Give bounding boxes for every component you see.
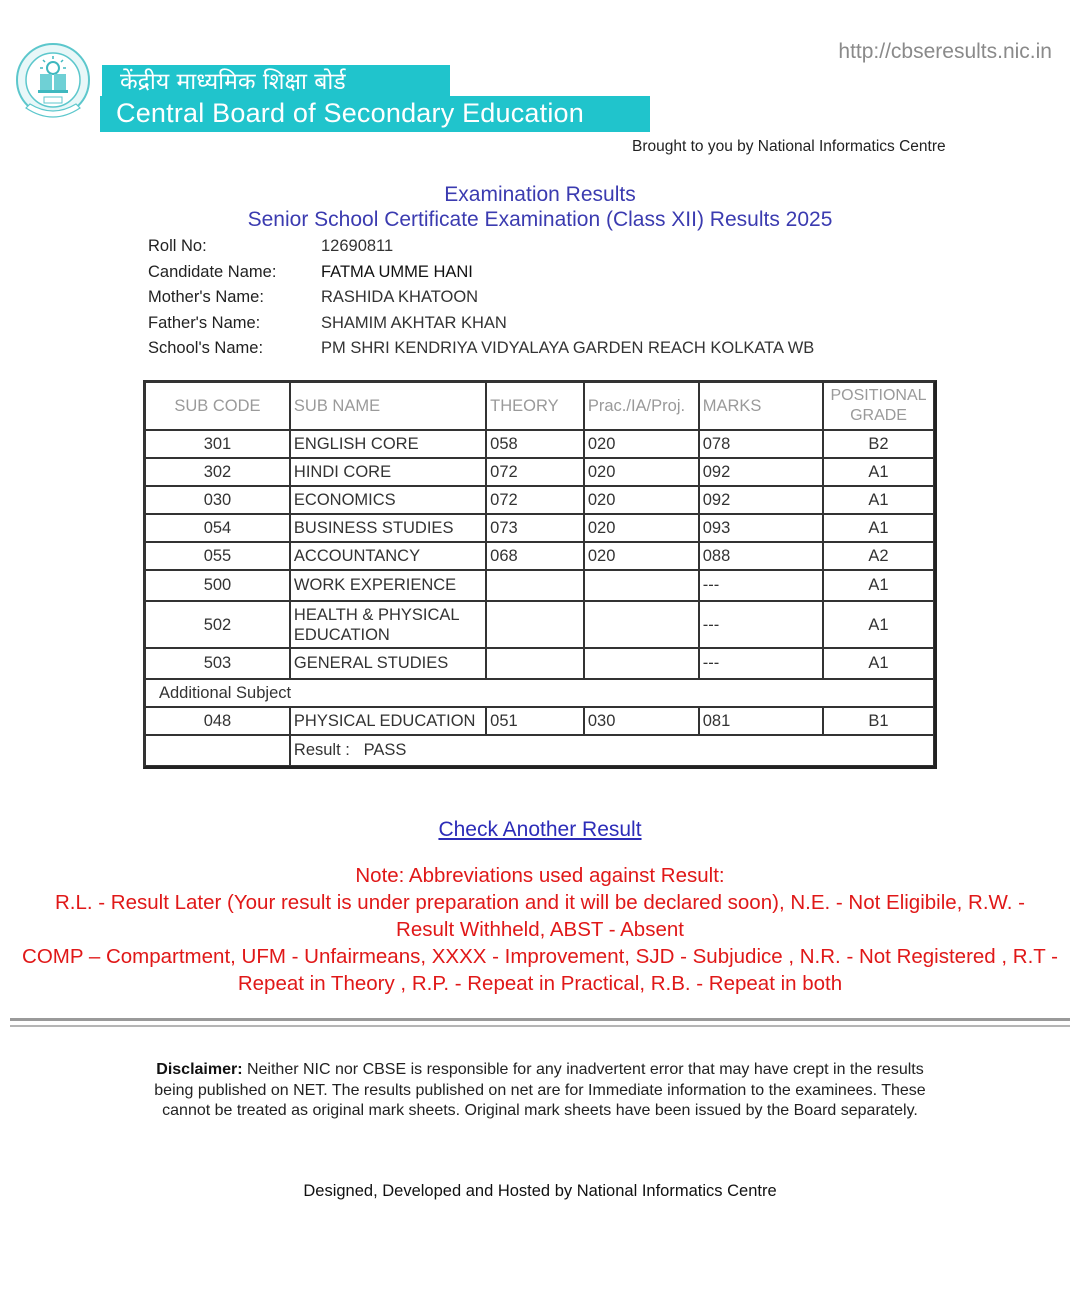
table-row	[145, 570, 934, 601]
disclaimer-label: Disclaimer:	[156, 1061, 243, 1078]
english-title: Central Board of Secondary Education	[116, 98, 584, 128]
sub-code: 301	[145, 430, 290, 458]
header-theory: THEORY	[486, 382, 584, 430]
header-sub-code: SUB CODE	[145, 382, 290, 430]
sub-code: 502	[145, 601, 290, 648]
father-name-value: SHAMIM AKHTAR KHAN	[321, 313, 507, 332]
table-row	[145, 707, 934, 735]
school-name-label: School's Name:	[148, 339, 264, 358]
total-marks: 093	[699, 514, 823, 542]
total-marks: 078	[699, 430, 823, 458]
theory-marks	[486, 601, 584, 648]
divider	[10, 1018, 1070, 1021]
candidate-info	[148, 236, 814, 364]
school-name-row	[148, 338, 814, 364]
positional-grade: A1	[823, 570, 934, 601]
cbse-emblem-icon	[14, 42, 92, 124]
table-row	[145, 601, 934, 648]
table-row	[145, 486, 934, 514]
disclaimer-text: Neither NIC nor CBSE is responsible for any inadvertent error that may have crept in the results being published on NET. The results published on net are for Immediate information to the examinees. These cannot be treated as original mark sheets. Original mark sheets have been issued by the Board separately.	[154, 1061, 926, 1119]
theory-marks: 068	[486, 542, 584, 570]
theory-marks: 072	[486, 458, 584, 486]
father-name-row	[148, 313, 814, 339]
header-marks: MARKS	[699, 382, 823, 430]
header-positional-grade	[823, 382, 934, 430]
total-marks: 081	[699, 707, 823, 735]
sub-name: WORK EXPERIENCE	[290, 570, 486, 601]
positional-grade: B2	[823, 430, 934, 458]
additional-subject-row	[145, 679, 934, 707]
table-header-row	[145, 382, 934, 430]
sub-name: GENERAL STUDIES	[290, 648, 486, 679]
positional-grade: B1	[823, 707, 934, 735]
candidate-name-label: Candidate Name:	[148, 262, 277, 281]
school-name-value: PM SHRI KENDRIYA VIDYALAYA GARDEN REACH KOLKATA WB	[321, 339, 815, 358]
result-label: Result :	[293, 741, 350, 759]
note-line-1: R.L. - Result Later (Your result is under preparation and it will be declared soon), N.E. - Not Eligibile, R.W. - Result Withheld, ABST - Absent	[54, 891, 1025, 941]
roll-no-row	[148, 236, 814, 262]
mother-name-value: RASHIDA KHATOON	[321, 288, 479, 307]
header-grade-line1: POSITIONAL	[830, 387, 927, 404]
positional-grade: A1	[823, 458, 934, 486]
sub-code: 054	[145, 514, 290, 542]
practical-marks: 020	[584, 542, 699, 570]
candidate-name-value: FATMA UMME HANI	[321, 262, 473, 281]
total-marks: ---	[699, 648, 823, 679]
header-sub-name: SUB NAME	[290, 382, 486, 430]
sub-name: BUSINESS STUDIES	[290, 514, 486, 542]
site-url[interactable]: http://cbseresults.nic.in	[838, 40, 1052, 63]
practical-marks	[584, 570, 699, 601]
disclaimer	[150, 1060, 930, 1122]
sub-name: PHYSICAL EDUCATION	[290, 707, 486, 735]
header-practical: Prac./IA/Proj.	[584, 382, 699, 430]
sub-code: 030	[145, 486, 290, 514]
sub-code: 500	[145, 570, 290, 601]
total-marks: 088	[699, 542, 823, 570]
check-another-container	[0, 818, 1080, 842]
results-table	[143, 380, 937, 769]
practical-marks	[584, 648, 699, 679]
divider	[10, 1025, 1070, 1027]
positional-grade: A1	[823, 486, 934, 514]
table-row	[145, 458, 934, 486]
father-name-label: Father's Name:	[148, 313, 261, 332]
result-value: PASS	[363, 741, 407, 759]
roll-no-value: 12690811	[321, 237, 394, 255]
brought-by-text: Brought to you by National Informatics Centre	[632, 138, 946, 155]
check-another-result-link[interactable]: Check Another Result	[438, 818, 642, 841]
sub-name: ENGLISH CORE	[290, 430, 486, 458]
total-marks: 092	[699, 458, 823, 486]
total-marks: 092	[699, 486, 823, 514]
sub-code: 055	[145, 542, 290, 570]
theory-marks	[486, 648, 584, 679]
sub-name: ECONOMICS	[290, 486, 486, 514]
total-marks: ---	[699, 570, 823, 601]
theory-marks: 058	[486, 430, 584, 458]
header-grade-line2: GRADE	[850, 407, 907, 424]
practical-marks: 030	[584, 707, 699, 735]
positional-grade: A1	[823, 601, 934, 648]
mother-name-label: Mother's Name:	[148, 288, 264, 307]
theory-marks: 051	[486, 707, 584, 735]
practical-marks: 020	[584, 486, 699, 514]
total-marks: ---	[699, 601, 823, 648]
mother-name-row	[148, 287, 814, 313]
practical-marks: 020	[584, 514, 699, 542]
theory-marks: 073	[486, 514, 584, 542]
abbreviations-note	[0, 862, 1080, 997]
sub-code: 048	[145, 707, 290, 735]
result-empty-cell	[145, 735, 290, 766]
table-row	[145, 542, 934, 570]
sub-code: 302	[145, 458, 290, 486]
positional-grade: A1	[823, 648, 934, 679]
candidate-name-row	[148, 262, 814, 288]
sub-name: HINDI CORE	[290, 458, 486, 486]
page-title: Examination Results	[444, 183, 636, 206]
sub-name: ACCOUNTANCY	[290, 542, 486, 570]
result-cell	[290, 735, 934, 766]
theory-marks	[486, 570, 584, 601]
table-row	[145, 430, 934, 458]
hindi-title: केंद्रीय माध्यमिक शिक्षा बोर्ड	[120, 69, 346, 95]
theory-marks: 072	[486, 486, 584, 514]
practical-marks	[584, 601, 699, 648]
roll-no-label: Roll No:	[148, 237, 207, 255]
practical-marks: 020	[584, 430, 699, 458]
note-line-2: COMP – Compartment, UFM - Unfairmeans, XXXX - Improvement, SJD - Subjudice , N.R. - Not Registered , R.T - Repeat in Theory , R.P. - Repeat in Practical, R.B. - Repeat in both	[22, 945, 1058, 995]
note-heading: Note: Abbreviations used against Result:	[355, 864, 725, 887]
exam-subtitle: Senior School Certificate Examination (Class XII) Results 2025	[247, 208, 833, 231]
sub-code: 503	[145, 648, 290, 679]
positional-grade: A1	[823, 514, 934, 542]
table-row	[145, 514, 934, 542]
additional-subject-label: Additional Subject	[145, 679, 934, 707]
sub-name: HEALTH & PHYSICAL EDUCATION	[290, 601, 486, 648]
positional-grade: A2	[823, 542, 934, 570]
result-row	[145, 735, 934, 766]
footer-credit: Designed, Developed and Hosted by National Informatics Centre	[303, 1182, 777, 1200]
table-row	[145, 648, 934, 679]
practical-marks: 020	[584, 458, 699, 486]
